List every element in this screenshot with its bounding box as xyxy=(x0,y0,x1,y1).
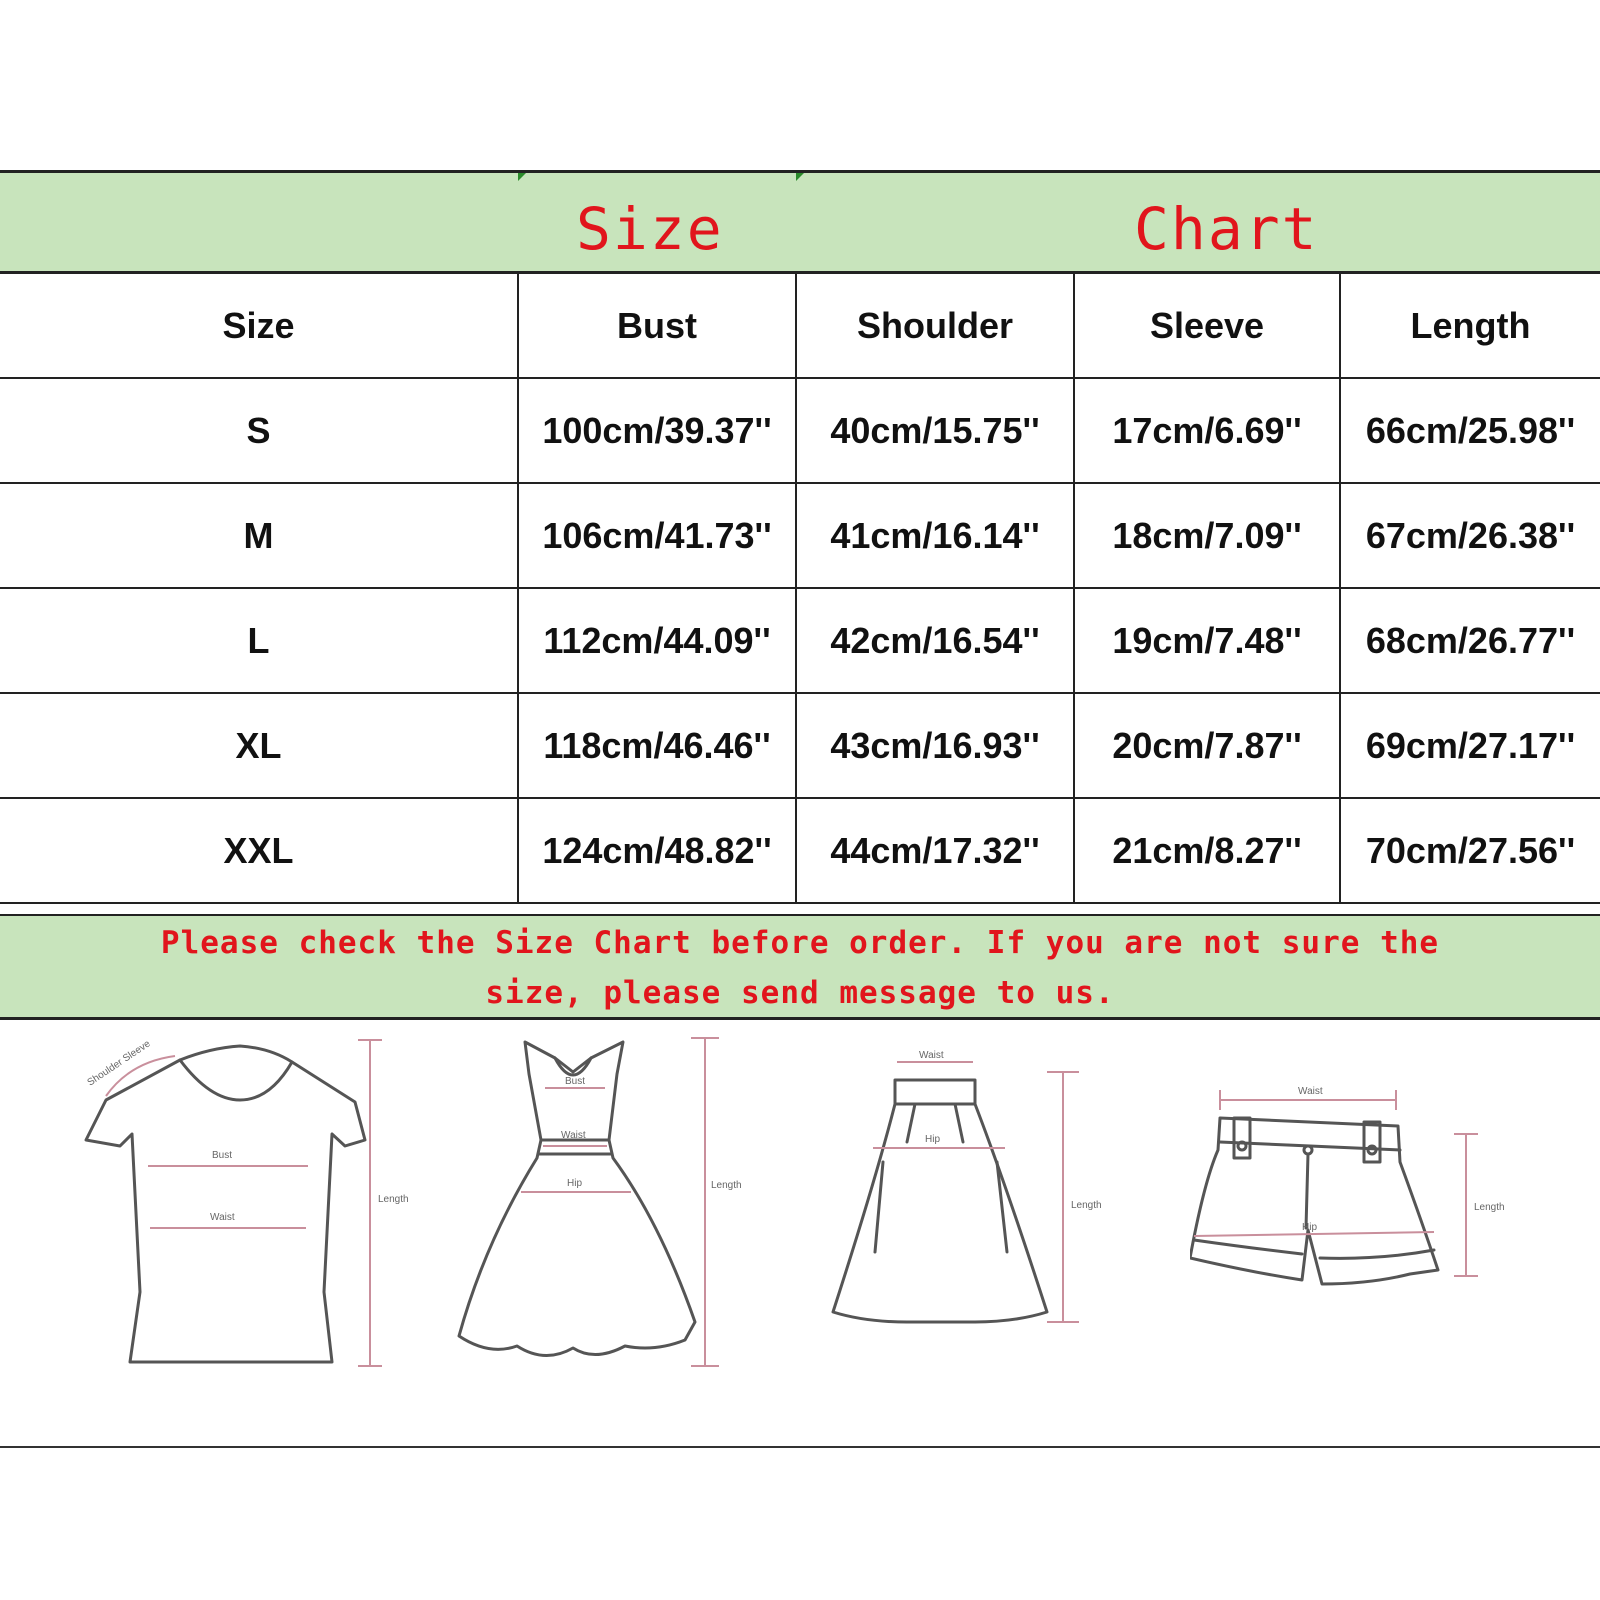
cell-size: XL xyxy=(0,693,518,798)
label-bust: Bust xyxy=(212,1150,233,1161)
cell-sleeve: 17cm/6.69'' xyxy=(1074,378,1340,483)
label-waist: Waist xyxy=(561,1130,586,1141)
title-band xyxy=(0,170,1600,274)
shorts-belt-loop xyxy=(1234,1118,1250,1158)
shorts-diagram xyxy=(1190,1022,1550,1422)
dress-diagram xyxy=(455,1022,795,1422)
tshirt-collar xyxy=(180,1060,292,1100)
cell-sleeve: 20cm/7.87'' xyxy=(1074,693,1340,798)
dress-outline xyxy=(459,1042,695,1356)
table-row xyxy=(0,693,1600,798)
cell-size: M xyxy=(0,483,518,588)
cell-size: L xyxy=(0,588,518,693)
cell-length: 68cm/26.77'' xyxy=(1340,588,1600,693)
label-hip: Hip xyxy=(567,1178,583,1189)
cell-bust: 106cm/41.73'' xyxy=(518,483,796,588)
cell-bust: 112cm/44.09'' xyxy=(518,588,796,693)
bottom-divider xyxy=(0,1446,1600,1448)
label-length: Length xyxy=(1474,1202,1505,1213)
tshirt-diagram xyxy=(70,1022,430,1422)
skirt-pleats xyxy=(875,1104,1007,1252)
header-sleeve: Sleeve xyxy=(1074,274,1340,378)
cell-shoulder: 42cm/16.54'' xyxy=(796,588,1074,693)
cell-shoulder: 44cm/17.32'' xyxy=(796,798,1074,903)
cell-length: 70cm/27.56'' xyxy=(1340,798,1600,903)
size-table xyxy=(0,274,1600,904)
table-row xyxy=(0,378,1600,483)
table-header-row xyxy=(0,274,1600,378)
label-length: Length xyxy=(711,1180,742,1191)
shorts-seams xyxy=(1194,1154,1434,1258)
cell-bust: 100cm/39.37'' xyxy=(518,378,796,483)
label-length: Length xyxy=(378,1194,409,1205)
table-row xyxy=(0,798,1600,903)
label-waist: Waist xyxy=(919,1050,944,1061)
cell-sleeve: 18cm/7.09'' xyxy=(1074,483,1340,588)
shorts-button xyxy=(1238,1142,1246,1150)
cell-length: 67cm/26.38'' xyxy=(1340,483,1600,588)
cell-sleeve: 19cm/7.48'' xyxy=(1074,588,1340,693)
label-shoulder-sleeve: Shoulder Sleeve xyxy=(85,1038,153,1089)
cell-length: 69cm/27.17'' xyxy=(1340,693,1600,798)
cell-sleeve: 21cm/8.27'' xyxy=(1074,798,1340,903)
label-length: Length xyxy=(1071,1200,1102,1211)
notice-line-2: size, please send message to us. xyxy=(485,975,1115,1011)
title-word-chart: Chart xyxy=(1134,195,1319,263)
label-waist: Waist xyxy=(210,1212,235,1223)
table-row xyxy=(0,588,1600,693)
title-word-size: Size xyxy=(576,195,724,263)
garment-diagrams xyxy=(0,1022,1600,1446)
label-bust: Bust xyxy=(565,1076,586,1087)
label-hip: Hip xyxy=(925,1134,941,1145)
cell-size: S xyxy=(0,378,518,483)
cell-bust: 124cm/48.82'' xyxy=(518,798,796,903)
header-length: Length xyxy=(1340,274,1600,378)
header-size: Size xyxy=(0,274,518,378)
table-row xyxy=(0,483,1600,588)
decor-tick xyxy=(796,173,804,181)
skirt-diagram xyxy=(825,1022,1125,1422)
cell-bust: 118cm/46.46'' xyxy=(518,693,796,798)
skirt-outline xyxy=(833,1080,1047,1322)
cell-shoulder: 40cm/15.75'' xyxy=(796,378,1074,483)
header-bust: Bust xyxy=(518,274,796,378)
cell-shoulder: 41cm/16.14'' xyxy=(796,483,1074,588)
decor-tick xyxy=(518,173,526,181)
cell-length: 66cm/25.98'' xyxy=(1340,378,1600,483)
notice-band xyxy=(0,914,1600,1020)
cell-size: XXL xyxy=(0,798,518,903)
shorts-belt-loop xyxy=(1364,1122,1380,1162)
label-waist: Waist xyxy=(1298,1086,1323,1097)
label-hip: Hip xyxy=(1302,1222,1318,1233)
tshirt-outline xyxy=(86,1046,365,1362)
notice-line-1: Please check the Size Chart before order. If you are not sure the xyxy=(160,925,1440,961)
header-shoulder: Shoulder xyxy=(796,274,1074,378)
cell-shoulder: 43cm/16.93'' xyxy=(796,693,1074,798)
